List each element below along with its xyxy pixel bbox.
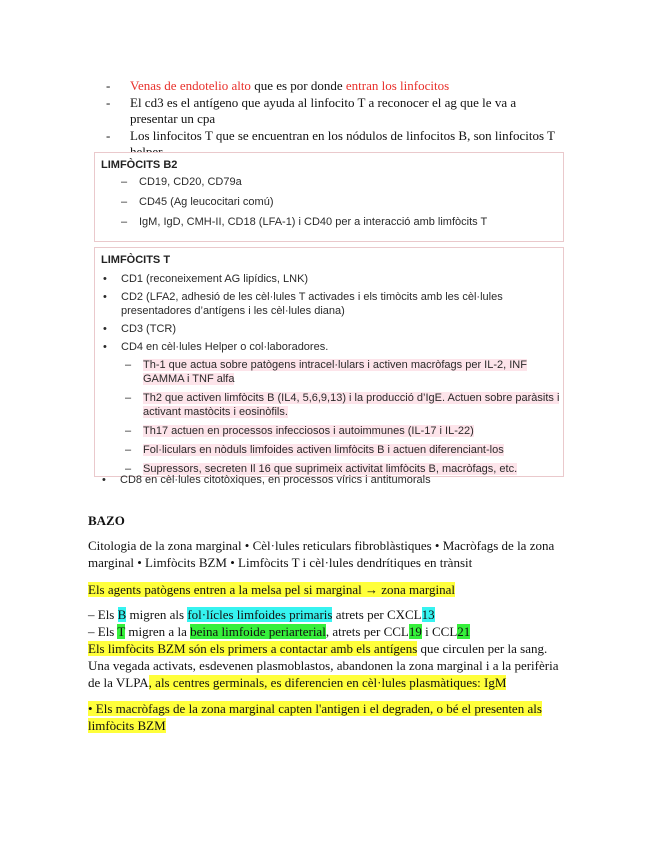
section-heading: BAZO [88,513,125,528]
highlighted-text: Els limfòcits BZM són els primers a contactar amb els antígens [88,641,418,656]
list-item [121,443,563,457]
list-item [95,340,563,476]
dot-bullet: • [103,323,107,335]
dash-bullet: – [125,392,132,404]
list-item [95,272,563,286]
red-term: Venas de endotelio alto [130,78,251,93]
list-item [95,290,563,318]
intro-list [106,78,566,161]
dash-bullet: - [106,128,111,143]
limfocits-b2-box [94,152,564,242]
text-run: , atrets per CCL [325,624,409,639]
highlighted-text: 13 [421,607,435,622]
red-term: entran los linfocitos [345,78,450,93]
text-run: que es por donde [250,78,346,93]
list-item-text: CD19, CD20, CD79a [139,176,242,188]
text-run: – Els [88,607,118,622]
list-item-text: CD2 (LFA2, adhesió de les cèl·lules T activades i els timòcits amb les cèl·lules presentadores d’antígens i les cèl·lules diana) [121,291,503,317]
text-run: atrets per CXCL [332,607,422,622]
list-item-text: CD1 (reconeixement AG lipídics, LNK) [121,273,309,285]
dash-bullet: – [125,444,132,456]
text-run: migren a la [125,624,191,639]
agents-paragraph [88,581,568,598]
box-title: LIMFÒCITS T [101,254,171,266]
highlighted-text: fol·lícles limfoides primaris [187,607,333,622]
list-item-text: Th2 que activen limfòcits B (IL4, 5,6,9,13) i la producció d’IgE. Actuen sobre paràsits i activant mastòcits i eosinòfils. [143,392,560,418]
box-title: LIMFÒCITS B2 [101,159,178,171]
cd8-item [94,474,431,486]
t-list [95,272,563,476]
limfocits-t-box [94,247,564,477]
dash-bullet: – [121,216,128,228]
list-item-text: CD3 (TCR) [121,323,176,335]
highlighted-text: 19 [408,624,422,639]
highlighted-text: T [117,624,126,639]
list-item-text: CD45 (Ag leucocitari comú) [139,196,274,208]
list-item-text: Th17 actuen en processos infecciosos i autoimmunes (IL-17 i IL-22) [143,425,474,437]
text-run: i CCL [421,624,458,639]
list-item-text: El cd3 es el antígeno que ayuda al linfocito T a reconocer el ag que le va a presentar un cpa [130,95,517,126]
cd4-subtypes-list [121,358,563,476]
dash-bullet: - [106,95,111,110]
list-item-text: Fol·liculars en nòduls limfoides activen limfòcits B i actuen diferenciant-los [143,444,504,456]
list-item-text: Los linfocitos T que se encuentran en los nódulos de linfocitos B, son linfocitos T [130,128,555,143]
macrofags-paragraph [88,700,568,734]
list-item-text: Supressors, secreten Il 16 que suprimeix activitat limfòcits B, macròfags, etc. [143,463,518,475]
dot-bullet: • [102,474,106,486]
b-migration-line [88,606,568,623]
dot-bullet: • [103,273,107,285]
list-item [106,95,566,127]
highlighted-text: B [117,607,127,622]
text-run: migren als [126,607,188,622]
list-item [121,424,563,438]
list-item-text: IgM, IgD, CMH-II, CD18 (LFA-1) i CD40 per a interacció amb limfòcits T [139,216,488,228]
bzm-paragraph [88,640,568,691]
list-item-text: CD4 en cèl·lules Helper o col·laboradores. [121,341,329,353]
list-item [121,391,563,419]
list-item [106,78,566,94]
t-migration-line [88,623,568,640]
dash-bullet: – [125,359,132,371]
list-item [95,195,563,209]
dash-bullet: – [125,425,132,437]
dash-bullet: - [106,78,111,93]
b2-list [95,175,563,229]
highlighted-text: beina limfoide periarterial [190,624,326,639]
dot-bullet: • [103,291,107,303]
highlighted-text: 21 [457,624,471,639]
list-item [95,322,563,336]
text-run: que circulen per la sang. Una vegada activats, esdevenen plasmoblastos, abandonen la zona marginal i a la perifèria de la VLPA [88,641,559,690]
dot-bullet: • [103,341,107,353]
citologia-paragraph: Citologia de la zona marginal • Cèl·lules reticulars fibroblàstiques • Macròfags de la zona marginal • Limfòcits BZM • Limfòcits T i cèl·lules dendrítiques en trànsit [88,538,555,570]
list-item [95,215,563,229]
dash-bullet: – [125,463,132,475]
list-item [95,175,563,189]
highlighted-text: • Els macròfags de la zona marginal capten l'antigen i el degraden, o bé el presenten als limfòcits BZM [88,701,542,733]
list-item [121,358,563,386]
dash-bullet: – [121,196,128,208]
highlighted-text: , als centres germinals, es diferencien en cèl·lules plasmàtiques: IgM [148,675,507,690]
list-item-text: CD8 en cèl·lules citotòxiques, en processos vírics i antitumorals [120,474,431,486]
highlighted-text: Els agents patògens entren a la melsa pel si marginal → zona marginal [88,582,456,597]
dash-bullet: – [121,176,128,188]
text-run: – Els [88,624,118,639]
list-item-text: Th-1 que actua sobre patògens intracel·lulars i activen macròfags per IL-2, INF GAMMA i TNF alfa [143,359,527,385]
